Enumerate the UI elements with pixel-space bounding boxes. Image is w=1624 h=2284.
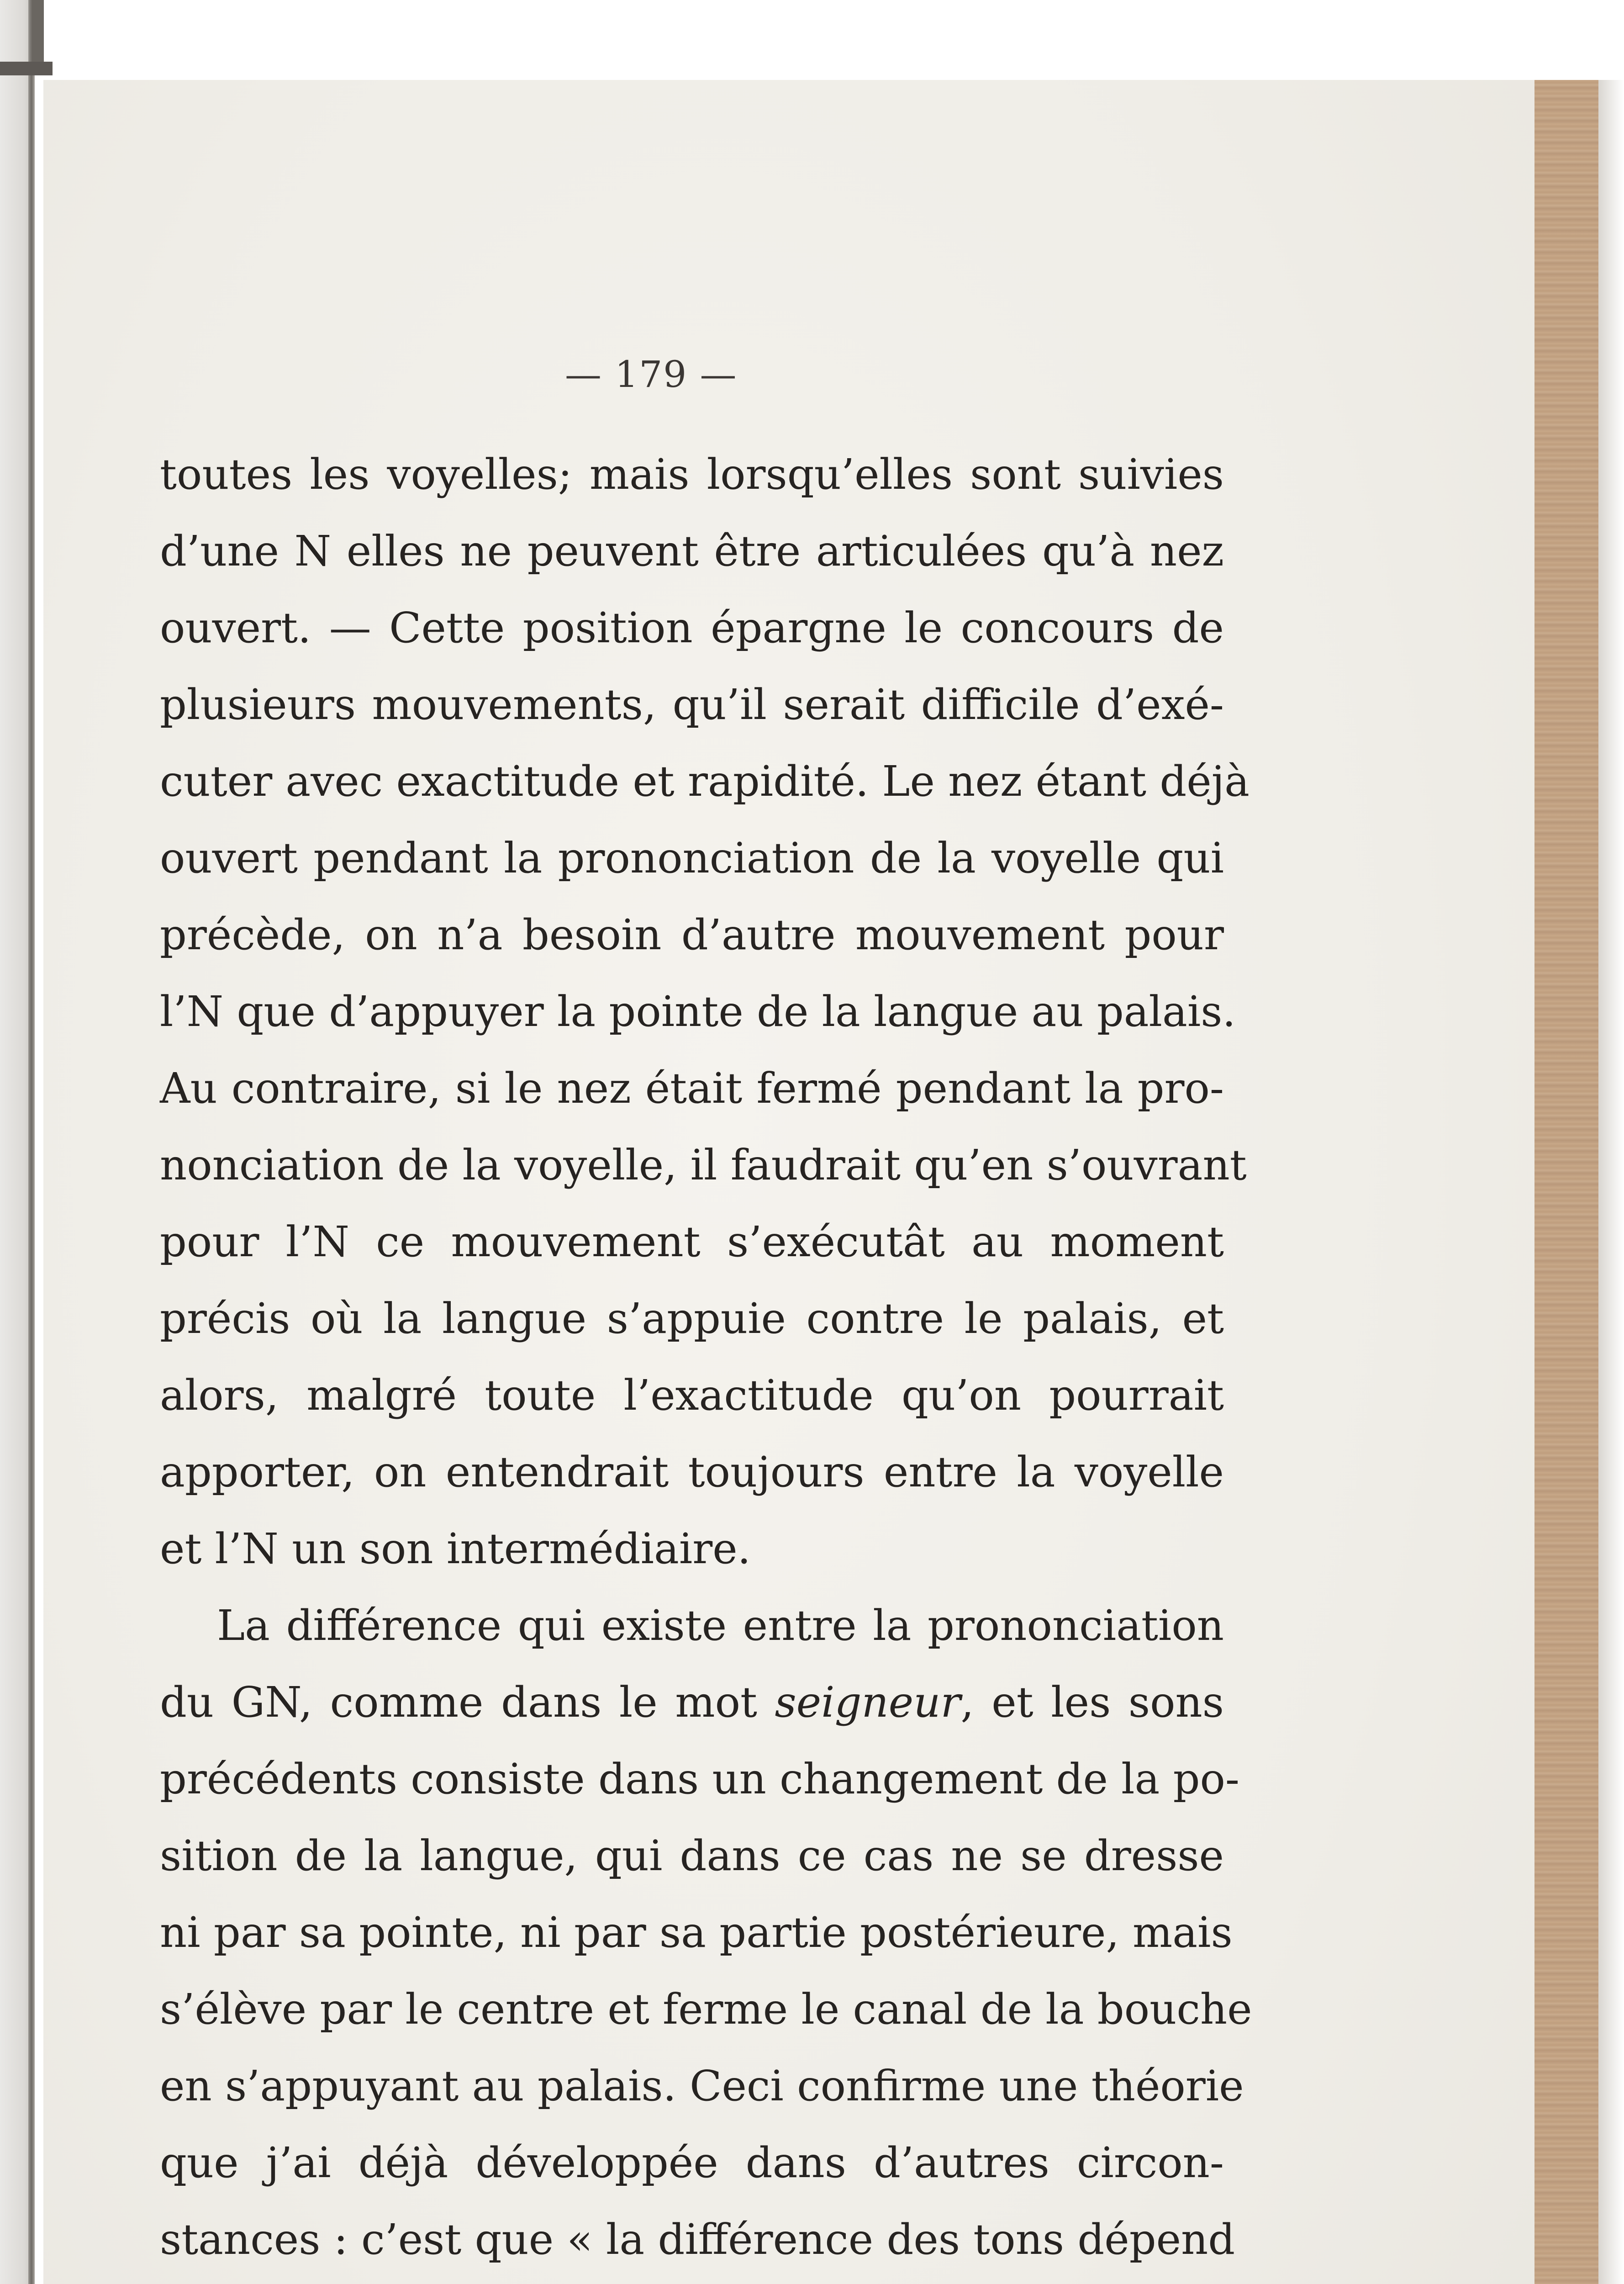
text-segment: du GN, comme dans le mot: [160, 1678, 775, 1727]
text-line: ouvert. — Cette position épargne le concours de: [160, 603, 1224, 652]
text-line: stances : c’est que « la différence des tons dépend: [160, 2215, 1235, 2264]
page-number: — 179 —: [565, 353, 738, 396]
body-text: [160, 436, 1252, 2284]
text-line: ouvert pendant la prononciation de la voyelle qui: [160, 834, 1224, 883]
text-line: toutes les voyelles; mais lorsqu’elles sont suivies: [160, 450, 1224, 499]
text-line: d’une N elles ne peuvent être articulées qu’à nez: [160, 527, 1224, 576]
text-line: précédents consiste dans un changement de la po-: [160, 1755, 1240, 1803]
text-line: plusieurs mouvements, qu’il serait difficile d’exé-: [160, 680, 1224, 729]
binding-mark-top: [0, 62, 53, 75]
binding-stub-top: [32, 0, 44, 69]
text-line: nonciation de la voyelle, il faudrait qu’en s’ouvrant: [160, 1141, 1247, 1190]
text-line: [160, 2278, 1224, 2284]
text-line: pour l’N ce mouvement s’exécutât au moment: [160, 1217, 1224, 1266]
text-line: alors, malgré toute l’exactitude qu’on pourrait: [160, 1371, 1224, 1420]
text-line: l’N que d’appuyer la pointe de la langue au palais.: [160, 987, 1236, 1036]
text-line: Au contraire, si le nez était fermé pendant la pro-: [160, 1064, 1224, 1113]
text-line: ni par sa pointe, ni par sa partie postérieure, mais: [160, 1908, 1233, 1957]
text-line: en s’appuyant au palais. Ceci confirme une théorie: [160, 2062, 1244, 2110]
book-binding: [28, 0, 35, 2284]
text-line: précis où la langue s’appuie contre le palais, et: [160, 1294, 1224, 1343]
text-line: apporter, on entendrait toujours entre la voyelle: [160, 1448, 1224, 1496]
text-line: cuter avec exactitude et rapidité. Le nez étant déjà: [160, 757, 1250, 806]
text-line: [160, 1664, 1224, 1741]
text-line: s’élève par le centre et ferme le canal de la bouche: [160, 1985, 1252, 2034]
text-line: que j’ai déjà développée dans d’autres circon-: [160, 2138, 1224, 2187]
text-line: La différence qui existe entre la prononciation: [217, 1601, 1224, 1650]
text-segment: , et les sons: [960, 1678, 1224, 1727]
text-line: précède, on n’a besoin d’autre mouvement pour: [160, 910, 1224, 959]
page-edge-shadow: [1598, 80, 1624, 2284]
text-line: sition de la langue, qui dans ce cas ne se dresse: [160, 1831, 1224, 1880]
page-fore-edge: [1534, 80, 1598, 2284]
italic-word: seigneur: [775, 1678, 961, 1727]
text-line: et l’N un son intermédiaire.: [160, 1524, 751, 1573]
